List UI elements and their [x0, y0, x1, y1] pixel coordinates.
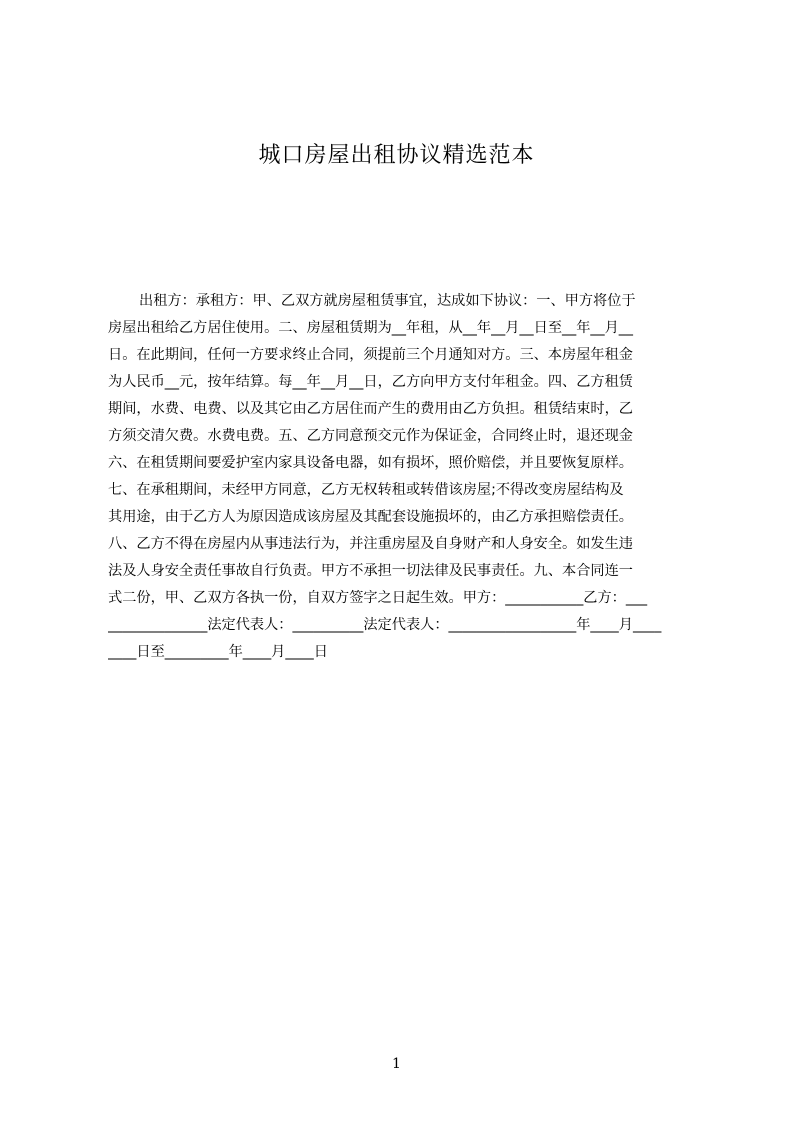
agreement-body	[108, 288, 699, 666]
body-line-7: 六、在租赁期间要爱护室内家具设备电器，如有损坏，照价赔偿，并且要恢复原样。	[108, 455, 633, 471]
body-line-9: 其用途，由于乙方人为原因造成该房屋及其配套设施损坏的，由乙方承担赔偿责任。	[108, 509, 633, 525]
body-line-13: ______________法定代表人：__________法定代表人：__________________年____月____	[108, 617, 662, 633]
document-title: 城口房屋出租协议精选范本	[258, 143, 535, 168]
body-line-10: 八、乙方不得在房屋内从事违法行为，并注重房屋及自身财产和人身安全。如发生违	[108, 536, 633, 552]
page-number: 1	[392, 1056, 401, 1072]
body-line-12: 式二份，甲、乙双方各执一份，自双方签字之日起生效。甲方：___________乙方：___	[108, 590, 648, 606]
body-line-11: 法及人身安全责任事故自行负责。甲方不承担一切法律及民事责任。九、本合同连一	[108, 563, 633, 579]
body-line-4: 为人民币__元，按年结算。每__年__月__日，乙方向甲方支付年租金。四、乙方租赁	[108, 374, 633, 390]
body-line-3: 日。在此期间，任何一方要求终止合同，须提前三个月通知对方。三、本房屋年租金	[108, 347, 633, 363]
body-line-2: 房屋出租给乙方居住使用。二、房屋租赁期为__年租，从__年__月__日至__年__月__	[108, 320, 633, 336]
body-line-14: ____日至_________年____月____日	[108, 644, 328, 660]
body-line-5: 期间，水费、电费、以及其它由乙方居住而产生的费用由乙方负担。租赁结束时，乙	[108, 401, 633, 417]
body-line-6: 方须交清欠费。水费电费。五、乙方同意预交元作为保证金，合同终止时，退还现金	[108, 428, 633, 444]
body-line-1: 出租方：承租方：甲、乙双方就房屋租赁事宜，达成如下协议：一、甲方将位于	[139, 293, 636, 309]
body-line-8: 七、在承租期间，未经甲方同意，乙方无权转租或转借该房屋;不得改变房屋结构及	[108, 482, 624, 498]
